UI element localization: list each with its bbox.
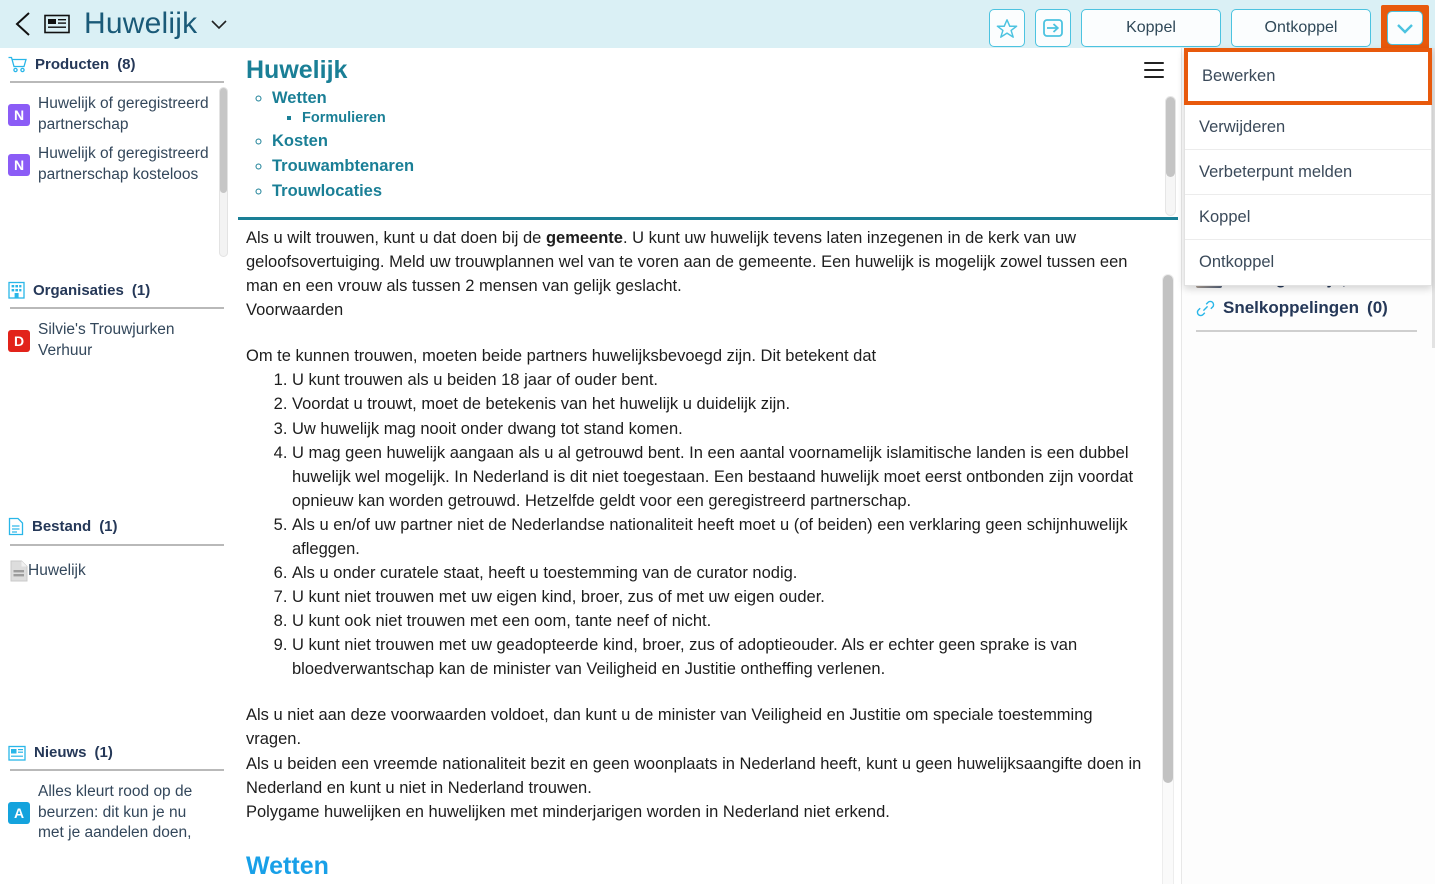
sidebar-list-bestand	[0, 546, 238, 736]
item-label: Huwelijk of geregistreerd partnerschap	[38, 95, 209, 133]
list-item: 2. Voordat u trouwt, moet de betekenis van het huwelijk u duidelijk zijn.	[292, 392, 1146, 416]
scrollbar-thumb[interactable]	[1163, 275, 1173, 783]
left-sidebar	[0, 48, 238, 884]
open-in-button[interactable]	[1035, 9, 1071, 47]
back-button[interactable]	[6, 4, 40, 44]
paragraph-4: Als u beiden een vreemde nationaliteit bezit en geen woonplaats in Nederland heeft, kunt u geen huwelijksaangifte doen in Nederland en kunt u niet in Nederland trouwen.	[246, 754, 1142, 797]
sidebar-scrollbar[interactable]	[219, 87, 228, 257]
item-label: Huwelijk of geregistreerd partnerschap kosteloos	[38, 145, 209, 183]
item-badge: N	[8, 154, 30, 176]
sidebar-section-count: (8)	[117, 56, 136, 73]
menu-item-koppel[interactable]: Koppel	[1185, 195, 1431, 240]
sidebar-section-title: Organisaties	[33, 281, 124, 299]
item-label: Silvie's Trouwjurken Verhuur	[38, 321, 175, 359]
body-scrollbar[interactable]	[1162, 274, 1174, 884]
page-title: Huwelijk	[84, 7, 198, 40]
sidebar-section-nieuws	[0, 736, 238, 765]
list-item: 8. U kunt ook niet trouwen met een oom, tante neef of nicht.	[292, 609, 1146, 633]
list-item: 5. Als u en/of uw partner niet de Nederlandse nationaliteit heeft moet u (of beiden) een verklaring geen schijnhuwelijk afleggen.	[292, 513, 1146, 561]
toc-link[interactable]	[272, 157, 1178, 176]
sidebar-section-count: (1)	[99, 518, 118, 535]
list-item: 3. Uw huwelijk mag nooit onder dwang tot stand komen.	[292, 417, 1146, 441]
title-dropdown-button[interactable]	[209, 17, 229, 31]
sidebar-section-title: Nieuws	[34, 744, 87, 761]
sidebar-section-organisaties	[0, 273, 238, 303]
list-item: 1. U kunt trouwen als u beiden 18 jaar of ouder bent.	[292, 368, 1146, 392]
hamburger-menu-icon[interactable]	[1144, 62, 1164, 78]
list-item: 4. U mag geen huwelijk aangaan als u al getrouwd bent. In een aantal voornamelijk islamitische landen is een dubbel huwelijk wel mogelijk. In Nederland is dit niet toegestaan. Een bestaand huwelijk moet eerst ontbonden zijn voordat opnieuw kan worden getrouwd. Hetzelfde geldt voor een geregistreerd partnerschap.	[292, 441, 1146, 513]
menu-item-verwijderen[interactable]: Verwijderen	[1185, 105, 1431, 150]
article-icon	[42, 9, 72, 39]
item-label: Alles kleurt rood op de beurzen: dit kun je nu met je aandelen doen,	[38, 783, 193, 842]
paragraph-3: Als u niet aan deze voorwaarden voldoet, dan kunt u de minister van Veiligheid en Justitie om speciale toestemming vragen.	[246, 706, 1093, 749]
item-label: Huwelijk	[28, 562, 86, 579]
sidebar-section-bestand	[0, 509, 238, 540]
conditions-list	[246, 368, 1146, 681]
list-item[interactable]	[0, 91, 238, 141]
document-icon	[10, 560, 28, 582]
item-badge: N	[8, 104, 30, 126]
paragraph-conditions-intro: Om te kunnen trouwen, moeten beide partners huwelijksbevoegd zijn. Dit betekent dat	[246, 347, 877, 366]
sidebar-section-title: Bestand	[32, 518, 92, 535]
toc-label: Formulieren	[302, 110, 386, 126]
section-heading-wetten: Wetten	[246, 851, 329, 880]
toc-label: Wetten	[272, 89, 327, 107]
toc-label: Kosten	[272, 132, 328, 150]
paragraph-intro	[246, 226, 1146, 298]
list-item: 7. U kunt niet trouwen met uw eigen kind, broer, zus of met uw eigen ouder.	[292, 585, 1146, 609]
section-title: Snelkoppelingen	[1223, 298, 1360, 317]
scrollbar-thumb[interactable]	[1166, 97, 1175, 177]
toc-scrollbar[interactable]	[1165, 96, 1176, 216]
toc-label: Trouwambtenaren	[272, 157, 415, 175]
sidebar-list-producten	[0, 83, 238, 273]
toc-link[interactable]	[272, 182, 1178, 201]
main-content	[238, 48, 1178, 884]
content-title: Huwelijk	[246, 56, 348, 84]
star-icon	[996, 18, 1018, 39]
right-panel-section-snelkoppelingen	[1182, 298, 1435, 318]
toc-label: Trouwlocaties	[272, 182, 383, 200]
scrollbar-thumb[interactable]	[220, 88, 227, 193]
chevron-down-icon	[1394, 21, 1416, 35]
koppel-button[interactable]: Koppel	[1081, 9, 1221, 47]
arrow-into-box-icon	[1041, 17, 1065, 39]
newspaper-icon	[8, 745, 26, 761]
menu-item-ontkoppel[interactable]: Ontkoppel	[1185, 240, 1431, 285]
more-actions-highlight	[1381, 5, 1429, 51]
toc-link[interactable]	[272, 89, 1178, 126]
list-item: 9. U kunt niet trouwen met uw geadopteerde kind, broer, zus of adoptieouder. Als er echter geen sprake is van bloedverwantschap kan de minister van Veiligheid en Justitie ontheffing verlenen.	[292, 633, 1146, 681]
favorite-button[interactable]	[989, 9, 1025, 47]
article-body	[238, 220, 1178, 881]
sidebar-list-organisaties	[0, 309, 238, 509]
intro-before: Als u wilt trouwen, kunt u dat doen bij de	[246, 229, 546, 247]
list-item[interactable]	[0, 779, 238, 850]
toc-link[interactable]	[302, 110, 1178, 126]
table-of-contents	[238, 89, 1178, 201]
sidebar-list-nieuws	[0, 771, 238, 850]
sidebar-section-count: (1)	[94, 744, 113, 761]
chevron-left-icon	[12, 9, 34, 39]
menu-item-bewerken[interactable]: Bewerken	[1184, 48, 1432, 105]
file-icon	[8, 517, 24, 536]
intro-after: . U kunt uw huwelijk tevens laten inzegenen in de kerk van uw geloofsovertuiging. Meld uw trouwplannen wel van te voren aan de gemeente. Een huwelijk is mogelijk zowel tussen een man en een vrouw als tussen 2 mensen van gelijk geslacht.	[246, 229, 1128, 296]
intro-bold: gemeente	[545, 229, 623, 247]
top-bar	[0, 0, 1435, 48]
section-count: (0)	[1367, 298, 1388, 317]
sidebar-section-title: Producten	[35, 56, 110, 73]
shopping-cart-icon	[8, 56, 27, 73]
list-item: 6. Als u onder curatele staat, heeft u toestemming van de curator nodig.	[292, 561, 1146, 585]
divider	[1196, 330, 1417, 332]
actions-dropdown-menu	[1184, 48, 1432, 286]
list-item[interactable]	[0, 554, 238, 588]
sidebar-section-count: (1)	[131, 281, 151, 299]
voorwaarden-label: Voorwaarden	[246, 301, 344, 320]
table-of-contents-panel	[238, 48, 1178, 220]
list-item[interactable]	[0, 141, 238, 191]
topbar-actions	[989, 5, 1429, 51]
item-badge: D	[8, 330, 30, 352]
paragraph-5: Polygame huwelijken en huwelijken met minderjarigen worden in Nederland niet erkend.	[246, 802, 890, 821]
list-item[interactable]	[0, 317, 238, 367]
sidebar-section-producten	[0, 48, 238, 77]
building-icon	[8, 281, 25, 299]
more-actions-button[interactable]	[1387, 11, 1423, 45]
menu-item-verbeterpunt-melden[interactable]: Verbeterpunt melden	[1185, 150, 1431, 195]
toc-link[interactable]	[272, 132, 1178, 151]
ontkoppel-button[interactable]: Ontkoppel	[1231, 9, 1371, 47]
item-badge: A	[8, 802, 30, 824]
link-icon	[1196, 300, 1215, 317]
chevron-down-icon	[209, 17, 229, 31]
